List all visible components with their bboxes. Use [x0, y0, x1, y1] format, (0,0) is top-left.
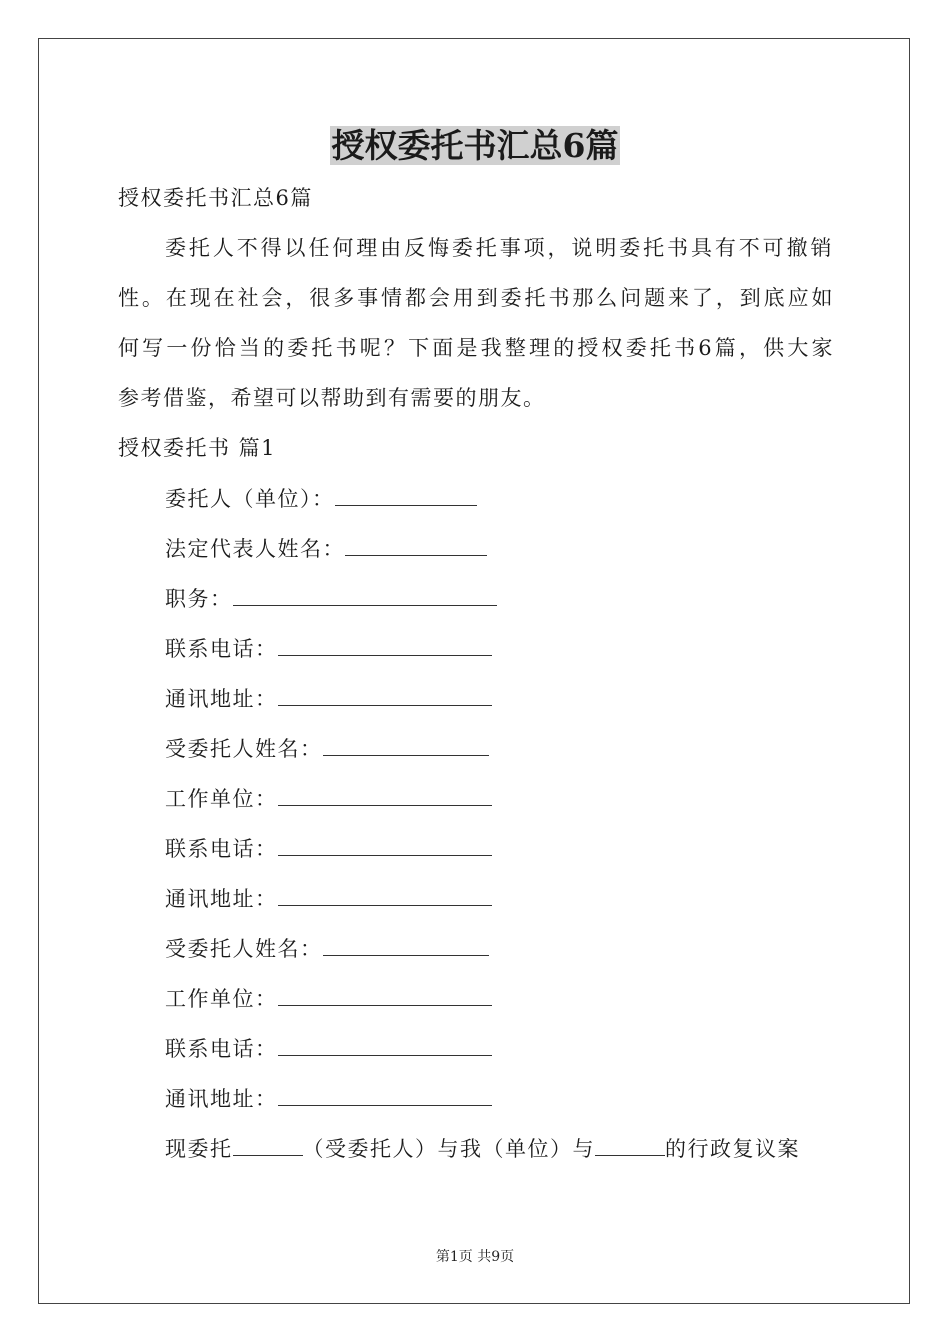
form-field [165, 583, 497, 614]
entrust-text-1: 现委托 [165, 1137, 233, 1161]
form-field [165, 933, 489, 964]
field-blank[interactable] [278, 1033, 492, 1056]
document-title [0, 124, 950, 168]
form-field [165, 983, 492, 1014]
intro-line-1: 委托人不得以任何理由反悔委托事项，说明委托书具有不可撤销 [165, 236, 833, 260]
form-field [165, 633, 492, 664]
entrust-text-2: （受委托人）与我（单位）与 [302, 1137, 595, 1161]
field-label: 职务： [165, 587, 233, 611]
intro-line-4: 参考借鉴，希望可以帮助到有需要的朋友。 [118, 386, 546, 410]
entrust-text-3: 的行政复议案 [665, 1137, 800, 1161]
section-heading: 授权委托书 篇1 [118, 436, 277, 460]
field-blank[interactable] [278, 1083, 492, 1106]
field-label: 委托人（单位）： [165, 487, 335, 511]
field-blank[interactable] [278, 883, 492, 906]
form-field [165, 683, 492, 714]
form-field [165, 533, 487, 564]
form-field [165, 483, 477, 514]
field-blank[interactable] [278, 633, 492, 656]
field-blank[interactable] [345, 533, 487, 556]
form-field [165, 883, 492, 914]
entrust-blank-2[interactable] [595, 1133, 665, 1156]
field-blank[interactable] [278, 983, 492, 1006]
field-label: 通讯地址： [165, 687, 278, 711]
field-label: 联系电话： [165, 837, 278, 861]
form-field [165, 833, 492, 864]
page-footer: 第1页 共9页 [435, 1249, 515, 1265]
field-blank[interactable] [278, 833, 492, 856]
page-border [38, 38, 910, 1304]
field-blank[interactable] [335, 483, 477, 506]
entrust-line [165, 1133, 800, 1164]
field-label: 受委托人姓名： [165, 937, 323, 961]
intro-line-2: 性。在现在社会，很多事情都会用到委托书那么问题来了，到底应如 [118, 286, 834, 310]
intro-line-3: 何写一份恰当的委托书呢？下面是我整理的授权委托书6篇，供大家 [118, 336, 834, 360]
field-label: 通讯地址： [165, 1087, 278, 1111]
field-blank[interactable] [233, 583, 497, 606]
entrust-blank-1[interactable] [233, 1133, 303, 1156]
field-blank[interactable] [323, 933, 489, 956]
field-blank[interactable] [323, 733, 489, 756]
field-blank[interactable] [278, 783, 492, 806]
field-label: 联系电话： [165, 1037, 278, 1061]
field-label: 工作单位： [165, 787, 278, 811]
form-field [165, 783, 492, 814]
form-field [165, 733, 489, 764]
field-label: 工作单位： [165, 987, 278, 1011]
field-label: 法定代表人姓名： [165, 537, 345, 561]
document-title-text: 授权委托书汇总6篇 [331, 126, 619, 165]
form-field [165, 1033, 492, 1064]
field-label: 联系电话： [165, 637, 278, 661]
form-field [165, 1083, 492, 1114]
field-label: 通讯地址： [165, 887, 278, 911]
field-label: 受委托人姓名： [165, 737, 323, 761]
document-subtitle: 授权委托书汇总6篇 [118, 186, 313, 210]
field-blank[interactable] [278, 683, 492, 706]
